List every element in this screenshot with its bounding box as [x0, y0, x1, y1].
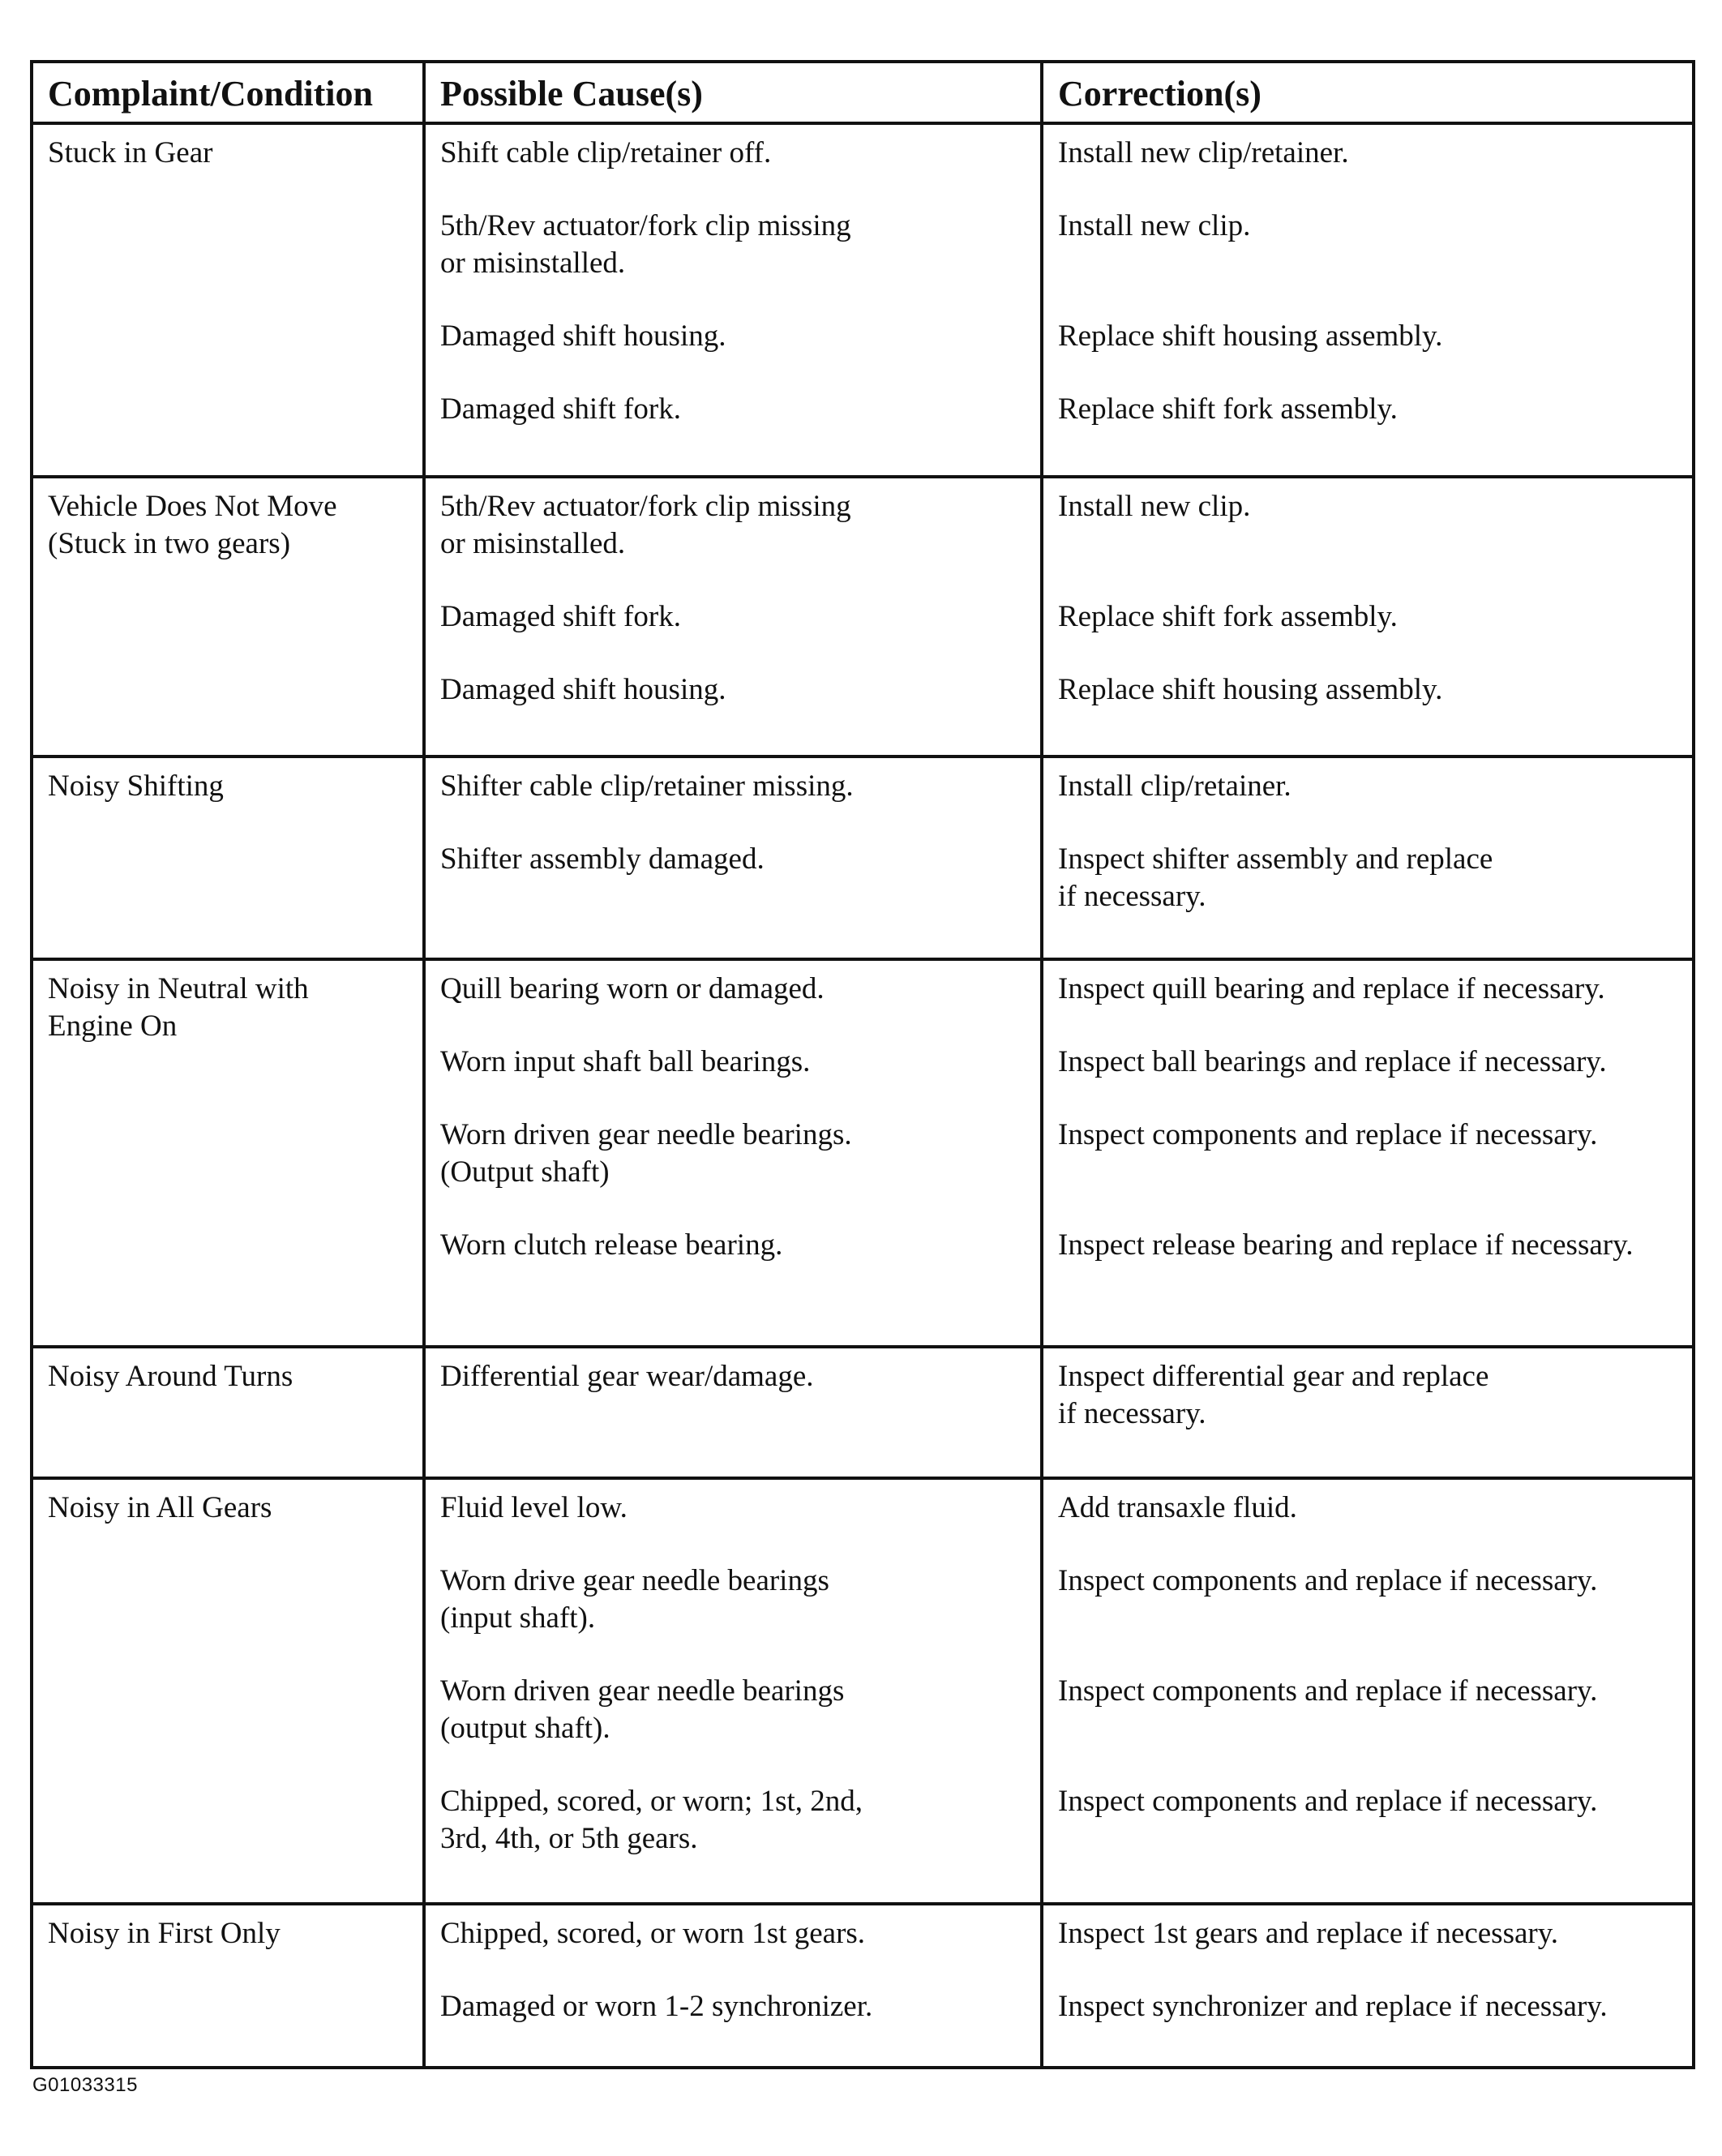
header-row: [32, 62, 1694, 123]
correction-item: Inspect shifter assembly and replace if necessary.: [1058, 842, 1493, 913]
complaint-text: Vehicle Does Not Move (Stuck in two gears): [48, 490, 337, 560]
header-cause: Possible Cause(s): [424, 62, 1042, 123]
cause-item: Shifter cable clip/retainer missing.: [440, 769, 854, 803]
correction-item: Add transaxle fluid.: [1058, 1491, 1297, 1524]
cause-item: Chipped, scored, or worn; 1st, 2nd, 3rd, 4th, or 5th gears.: [440, 1785, 863, 1855]
correction-item: Replace shift fork assembly.: [1058, 600, 1398, 633]
correction-item: Inspect release bearing and replace if necessary.: [1058, 1228, 1634, 1262]
cause-item: Damaged shift fork.: [440, 392, 681, 426]
cause-cell: [424, 757, 1042, 959]
correction-cell: [1042, 1904, 1694, 2068]
correction-cell: [1042, 959, 1694, 1347]
cause-cell: [424, 1478, 1042, 1904]
cause-cell: [424, 477, 1042, 757]
header-complaint: Complaint/Condition: [32, 62, 424, 123]
cause-item: Fluid level low.: [440, 1491, 628, 1524]
cause-item: Shift cable clip/retainer off.: [440, 136, 772, 169]
complaint-text: Noisy in Neutral with Engine On: [48, 972, 309, 1043]
cause-item: Damaged shift housing.: [440, 673, 726, 706]
complaint-text: Noisy Shifting: [48, 769, 224, 803]
correction-item: Replace shift housing assembly.: [1058, 319, 1443, 353]
complaint-text: Noisy Around Turns: [48, 1360, 293, 1393]
correction-cell: [1042, 123, 1694, 477]
complaint-text: Stuck in Gear: [48, 136, 213, 169]
correction-item: Inspect components and replace if necessary.: [1058, 1785, 1598, 1818]
cause-item: Worn input shaft ball bearings.: [440, 1045, 811, 1078]
header-correction: Correction(s): [1042, 62, 1694, 123]
table-row: [32, 477, 1694, 757]
correction-item: Install new clip.: [1058, 209, 1251, 242]
cause-cell: [424, 123, 1042, 477]
cause-item: Worn drive gear needle bearings (input shaft).: [440, 1564, 829, 1635]
correction-cell: [1042, 477, 1694, 757]
complaint-text: Noisy in First Only: [48, 1917, 281, 1950]
table-row: [32, 757, 1694, 959]
correction-item: Inspect differential gear and replace if necessary.: [1058, 1360, 1489, 1430]
correction-item: Install new clip/retainer.: [1058, 136, 1349, 169]
table-row: [32, 1478, 1694, 1904]
table-row: [32, 1347, 1694, 1478]
correction-item: Install new clip.: [1058, 490, 1251, 523]
correction-item: Inspect quill bearing and replace if necessary.: [1058, 972, 1605, 1005]
correction-item: Replace shift housing assembly.: [1058, 673, 1443, 706]
complaint-cell: [32, 757, 424, 959]
complaint-text: Noisy in All Gears: [48, 1491, 272, 1524]
cause-cell: [424, 959, 1042, 1347]
correction-item: Inspect ball bearings and replace if necessary.: [1058, 1045, 1607, 1078]
correction-cell: [1042, 757, 1694, 959]
figure-id: G01033315: [32, 2074, 138, 2096]
complaint-cell: [32, 1347, 424, 1478]
correction-item: Inspect components and replace if necessary.: [1058, 1564, 1598, 1597]
correction-cell: [1042, 1478, 1694, 1904]
cause-cell: [424, 1904, 1042, 2068]
cause-item: Worn driven gear needle bearings (output shaft).: [440, 1674, 845, 1745]
table-row: [32, 1904, 1694, 2068]
cause-item: Shifter assembly damaged.: [440, 842, 765, 876]
table-row: [32, 959, 1694, 1347]
cause-item: Chipped, scored, or worn 1st gears.: [440, 1917, 866, 1950]
cause-item: Differential gear wear/damage.: [440, 1360, 814, 1393]
cause-item: Quill bearing worn or damaged.: [440, 972, 825, 1005]
cause-item: Damaged shift fork.: [440, 600, 681, 633]
complaint-cell: [32, 477, 424, 757]
cause-item: 5th/Rev actuator/fork clip missing or misinstalled.: [440, 490, 851, 560]
correction-item: Replace shift fork assembly.: [1058, 392, 1398, 426]
correction-item: Inspect synchronizer and replace if necessary.: [1058, 1990, 1608, 2023]
diagnosis-table-container: [30, 60, 1692, 2061]
correction-item: Inspect components and replace if necessary.: [1058, 1118, 1598, 1151]
table-row: [32, 123, 1694, 477]
cause-cell: [424, 1347, 1042, 1478]
cause-item: Damaged shift housing.: [440, 319, 726, 353]
correction-item: Install clip/retainer.: [1058, 769, 1292, 803]
correction-item: Inspect components and replace if necessary.: [1058, 1674, 1598, 1708]
complaint-cell: [32, 959, 424, 1347]
cause-item: Worn driven gear needle bearings. (Output shaft): [440, 1118, 852, 1189]
correction-cell: [1042, 1347, 1694, 1478]
complaint-cell: [32, 1478, 424, 1904]
complaint-cell: [32, 123, 424, 477]
correction-item: Inspect 1st gears and replace if necessary.: [1058, 1917, 1559, 1950]
cause-item: Damaged or worn 1-2 synchronizer.: [440, 1990, 873, 2023]
complaint-cell: [32, 1904, 424, 2068]
cause-item: Worn clutch release bearing.: [440, 1228, 783, 1262]
diagnosis-table: [30, 60, 1695, 2069]
cause-item: 5th/Rev actuator/fork clip missing or misinstalled.: [440, 209, 851, 280]
